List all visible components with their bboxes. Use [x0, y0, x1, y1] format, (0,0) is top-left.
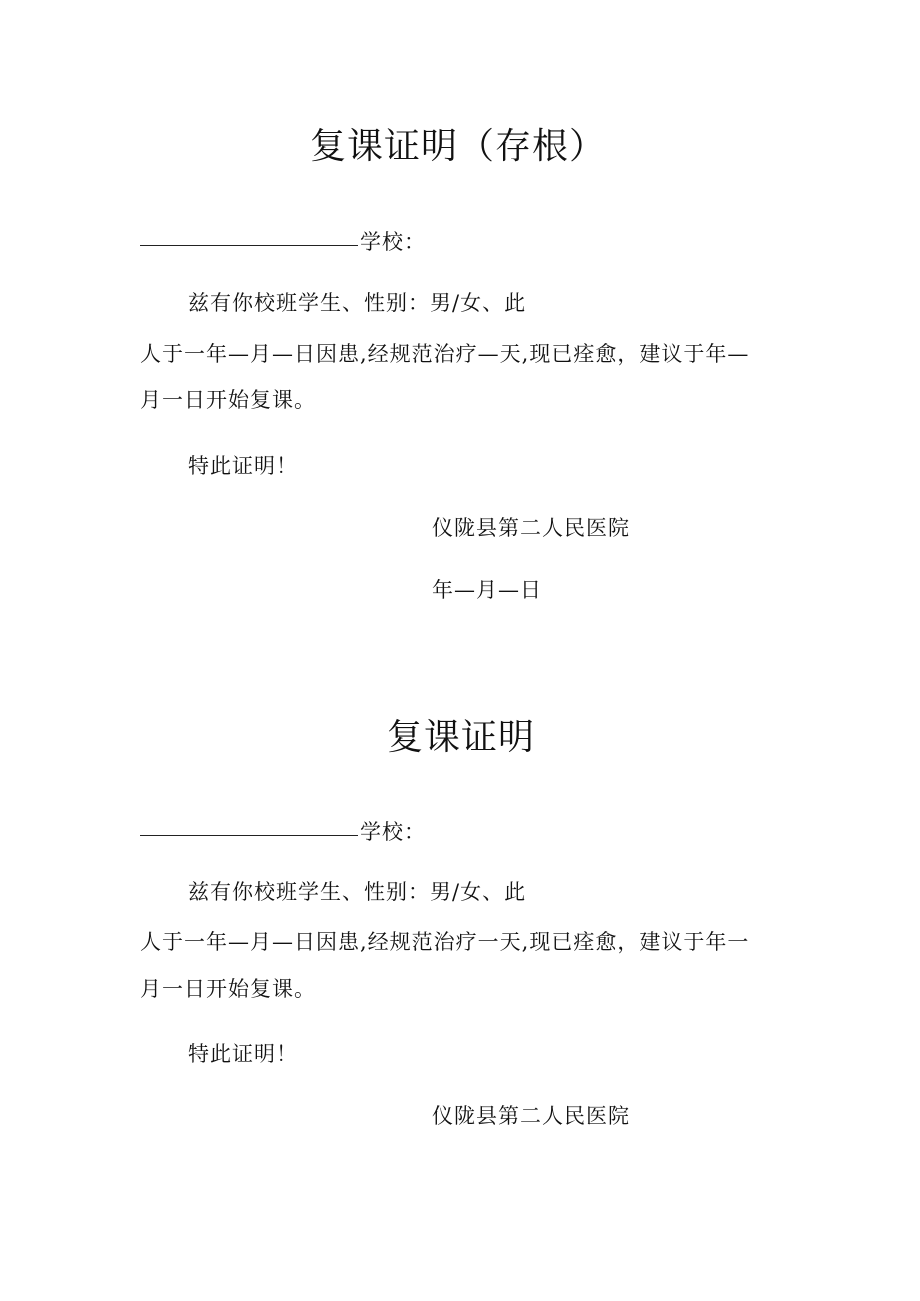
certificate-school-label: 学校：	[360, 820, 426, 844]
certificate-body-line-1: 兹有你校班学生、性别：男/女、此	[188, 880, 527, 904]
stub-body-line-2: 人于一年—月—日因患,经规范治疗—天,现已痊愈，建议于年—	[140, 342, 750, 366]
certificate-body-line-3: 月一日开始复课。	[140, 977, 316, 1001]
stub-body-line-1: 兹有你校班学生、性别：男/女、此	[188, 291, 527, 315]
certificate-body-line-2: 人于一年—月—日因患,经规范治疗一天,现已痊愈，建议于年一	[140, 930, 750, 954]
certificate-school-blank	[140, 835, 358, 836]
stub-body-line-3: 月一日开始复课。	[140, 388, 316, 412]
certificate-hospital-name: 仪陇县第二人民医院	[432, 1104, 630, 1128]
stub-date: 年—月—日	[432, 578, 542, 602]
certificate-certify-text: 特此证明！	[188, 1042, 298, 1066]
stub-hospital-name: 仪陇县第二人民医院	[432, 516, 630, 540]
stub-title: 复课证明（存根）	[310, 126, 607, 167]
stub-certify-text: 特此证明！	[188, 454, 298, 478]
certificate-title: 复课证明	[387, 717, 536, 758]
stub-school-label: 学校：	[360, 230, 426, 254]
stub-school-blank	[140, 245, 358, 246]
